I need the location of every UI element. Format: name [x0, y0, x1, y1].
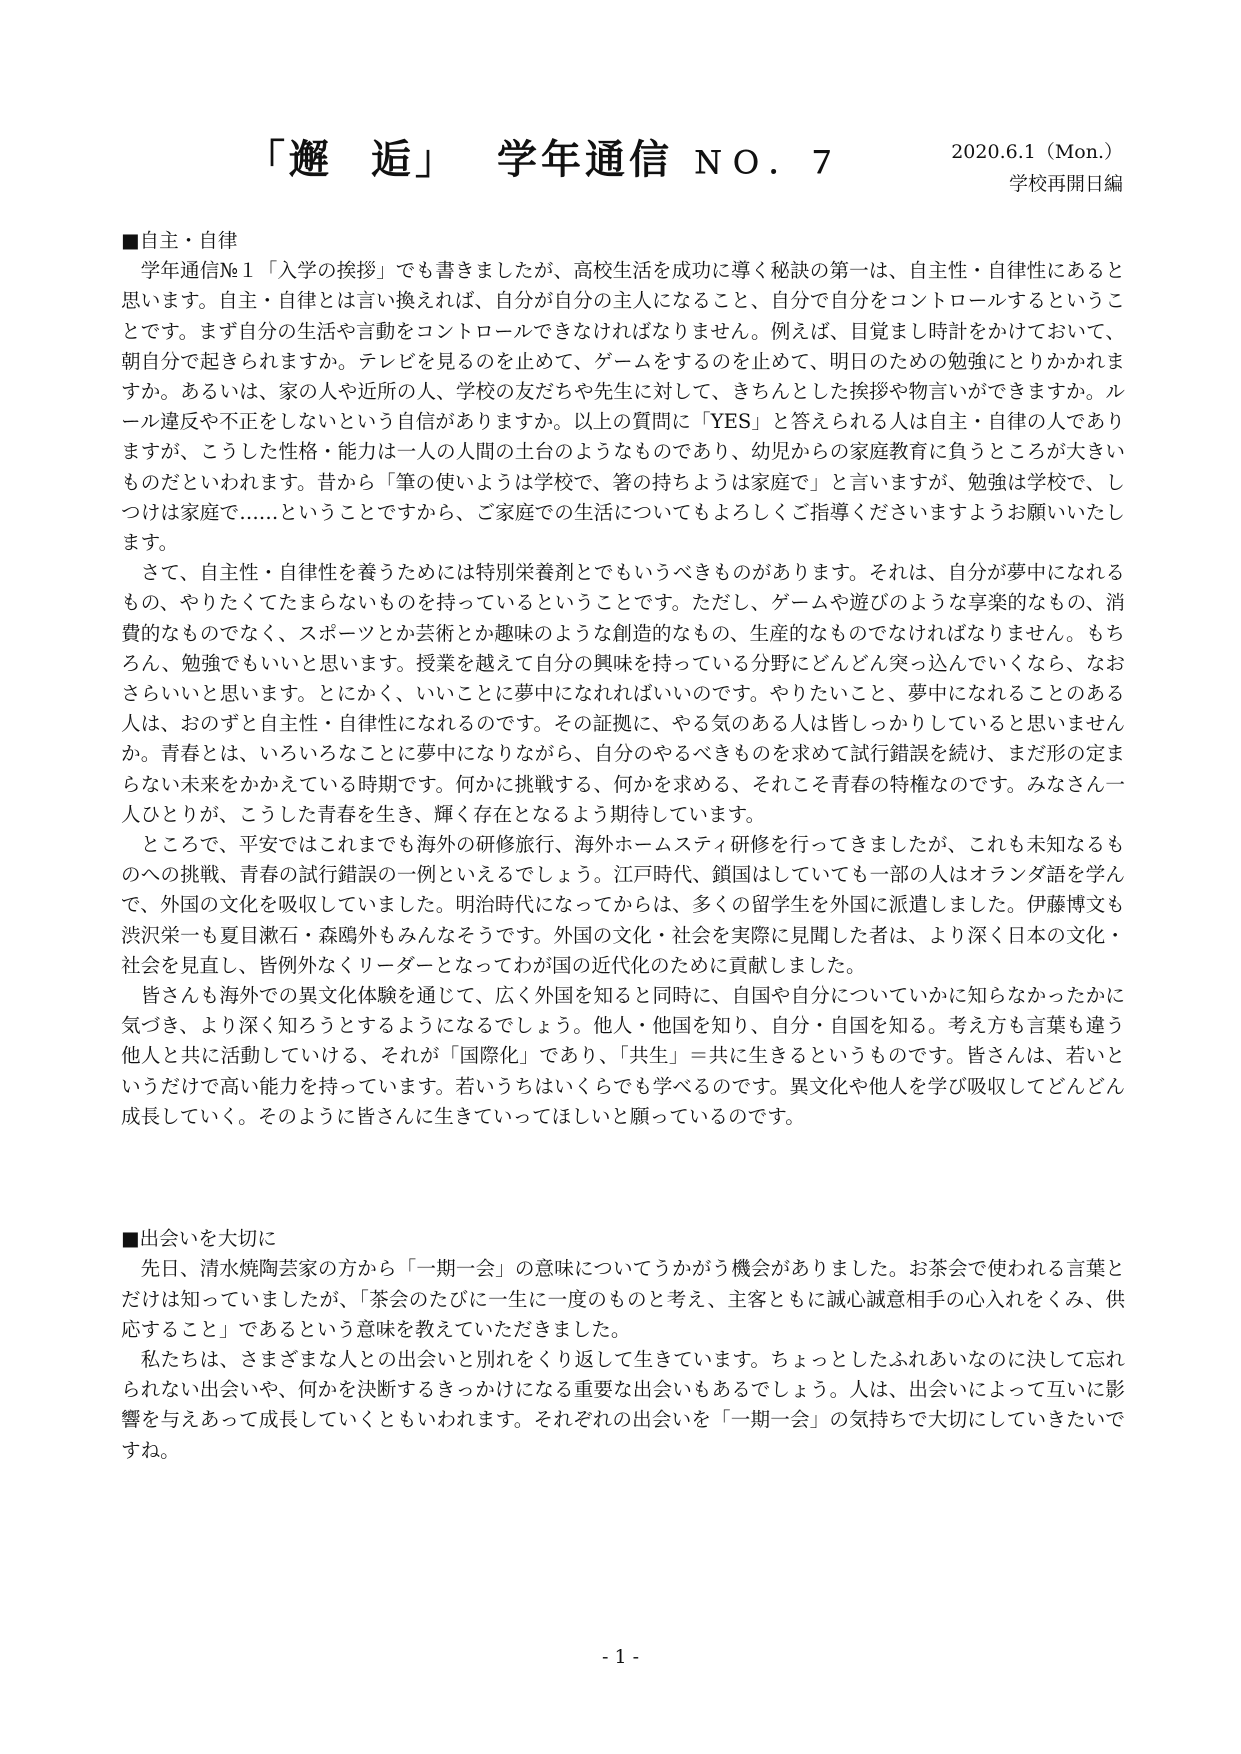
paragraph: 学年通信№１「入学の挨拶」でも書きましたが、高校生活を成功に導く秘訣の第一は、自主性・自律性にあると思います。自主・自律とは言い換えれば、自分が自分の主人になること、自分で自分をコントロールするということです。まず自分の生活や言動をコントロールできなければなりません。例えば、目覚まし時計をかけておいて、朝自分で起きられますか。テレビを見るのを止めて、ゲームをするのを止めて、明日のための勉強にとりかかれますか。あるいは、家の人や近所の人、学校の友だちや先生に対して、きちんとした挨拶や物言いができますか。ルール違反や不正をしないという自信がありますか。以上の質問に「YES」と答えられる人は自主・自律の人でありますが、こうした性格・能力は一人の人間の土台のようなものであり、幼児からの家庭教育に負うところが大きいものだといわれます。昔から「筆の使いようは学校で、箸の持ちようは家庭で」と言いますが、勉強は学校で、しつけは家庭で……ということですから、ご家庭での生活についてもよろしくご指導くださいますようお願いいたします。 — [121, 259, 1125, 555]
title-part-1: 「邂 — [245, 137, 333, 183]
section-autonomy — [121, 226, 1125, 1132]
issue-date: 2020.6.1（Mon.） — [951, 141, 1123, 163]
paragraph: 皆さんも海外での異文化体験を通じて、広く外国を知ると同時に、自国や自分についていかに知らなかったかに気づき、より深く知ろうとするようになるでしょう。他人・他国を知り、自分・自国を知る。考え方も言葉も違う他人と共に活動していける、それが「国際化」であり、「共生」＝共に生きるというものです。皆さんは、若いというだけで高い能力を持っています。若いうちはいくらでも学べるのです。異文化や他人を学び吸収してどんどん成長していく。そのように皆さんに生きていってほしいと願っているのです。 — [121, 984, 1125, 1128]
title-part-2: 逅」 — [371, 137, 459, 183]
title-part-3: 学年通信 — [497, 137, 673, 183]
newsletter-title — [245, 128, 845, 185]
section-heading: ■自主・自律 — [121, 229, 238, 252]
issue-edition: 学校再開日編 — [1008, 173, 1123, 195]
paragraph: 私たちは、さまざまな人との出会いと別れをくり返して生きています。ちょっとしたふれあいなのに決して忘れられない出会いや、何かを決断するきっかけになる重要な出会いもあるでしょう。人は、出会いによって互いに影響を与えあって成長していくともいわれます。それぞれの出会いを「一期一会」の気持ちで大切にしていきたいですね。 — [121, 1347, 1125, 1462]
section-heading: ■出会いを大切に — [121, 1227, 277, 1251]
paragraph: 先日、清水焼陶芸家の方から「一期一会」の意味についてうかがう機会がありました。お茶会で使われる言葉とだけは知っていましたが、「茶会のたびに一生に一度のものと考え、主客ともに誠心誠意相手の心入れをくみ、供応すること」であるという意味を教えていただきました。 — [121, 1257, 1125, 1341]
section-encounters — [121, 1224, 1125, 1466]
issue-number: ＮＯ．７ — [693, 146, 845, 181]
newsletter-header — [0, 128, 1241, 208]
paragraph: さて、自主性・自律性を養うためには特別栄養剤とでもいうべきものがあります。それは、自分が夢中になれるもの、やりたくてたまらないものを持っているということです。ただし、ゲームや遊びのような享楽的なもの、消費的なものでなく、スポーツとか芸術とか趣味のような創造的なもの、生産的なものでなければなりません。もちろん、勉強でもいいと思います。授業を越えて自分の興味を持っている分野にどんどん突っ込んでいくなら、なおさらいいと思います。とにかく、いいことに夢中になれればいいのです。やりたいこと、夢中になれることのある人は、おのずと自主性・自律性になれるのです。その証拠に、やる気のある人は皆しっかりしていると思いませんか。青春とは、いろいろなことに夢中になりながら、自分のやるべきものを求めて試行錯誤を続け、まだ形の定まらない未来をかかえている時期です。何かに挑戦する、何かを求める、それこそ青春の特権なのです。みなさん一人ひとりが、こうした青春を生き、輝く存在となるよう期待しています。 — [121, 561, 1125, 826]
article-body — [121, 226, 1125, 1466]
paragraph: ところで、平安ではこれまでも海外の研修旅行、海外ホームスティ研修を行ってきましたが、これも未知なるものへの挑戦、青春の試行錯誤の一例といえるでしょう。江戸時代、鎖国はしていても一部の人はオランダ語を学んで、外国の文化を吸収していました。明治時代になってからは、多くの留学生を外国に派遣しました。伊藤博文も渋沢栄一も夏目漱石・森鴎外もみんなそうです。外国の文化・社会を実際に見聞した者は、より深く日本の文化・社会を見直し、皆例外なくリーダーとなってわが国の近代化のために貢献しました。 — [121, 833, 1125, 977]
section-spacer — [121, 1132, 1125, 1224]
date-block — [951, 136, 1123, 200]
page-number: - 1 - — [601, 1646, 639, 1668]
